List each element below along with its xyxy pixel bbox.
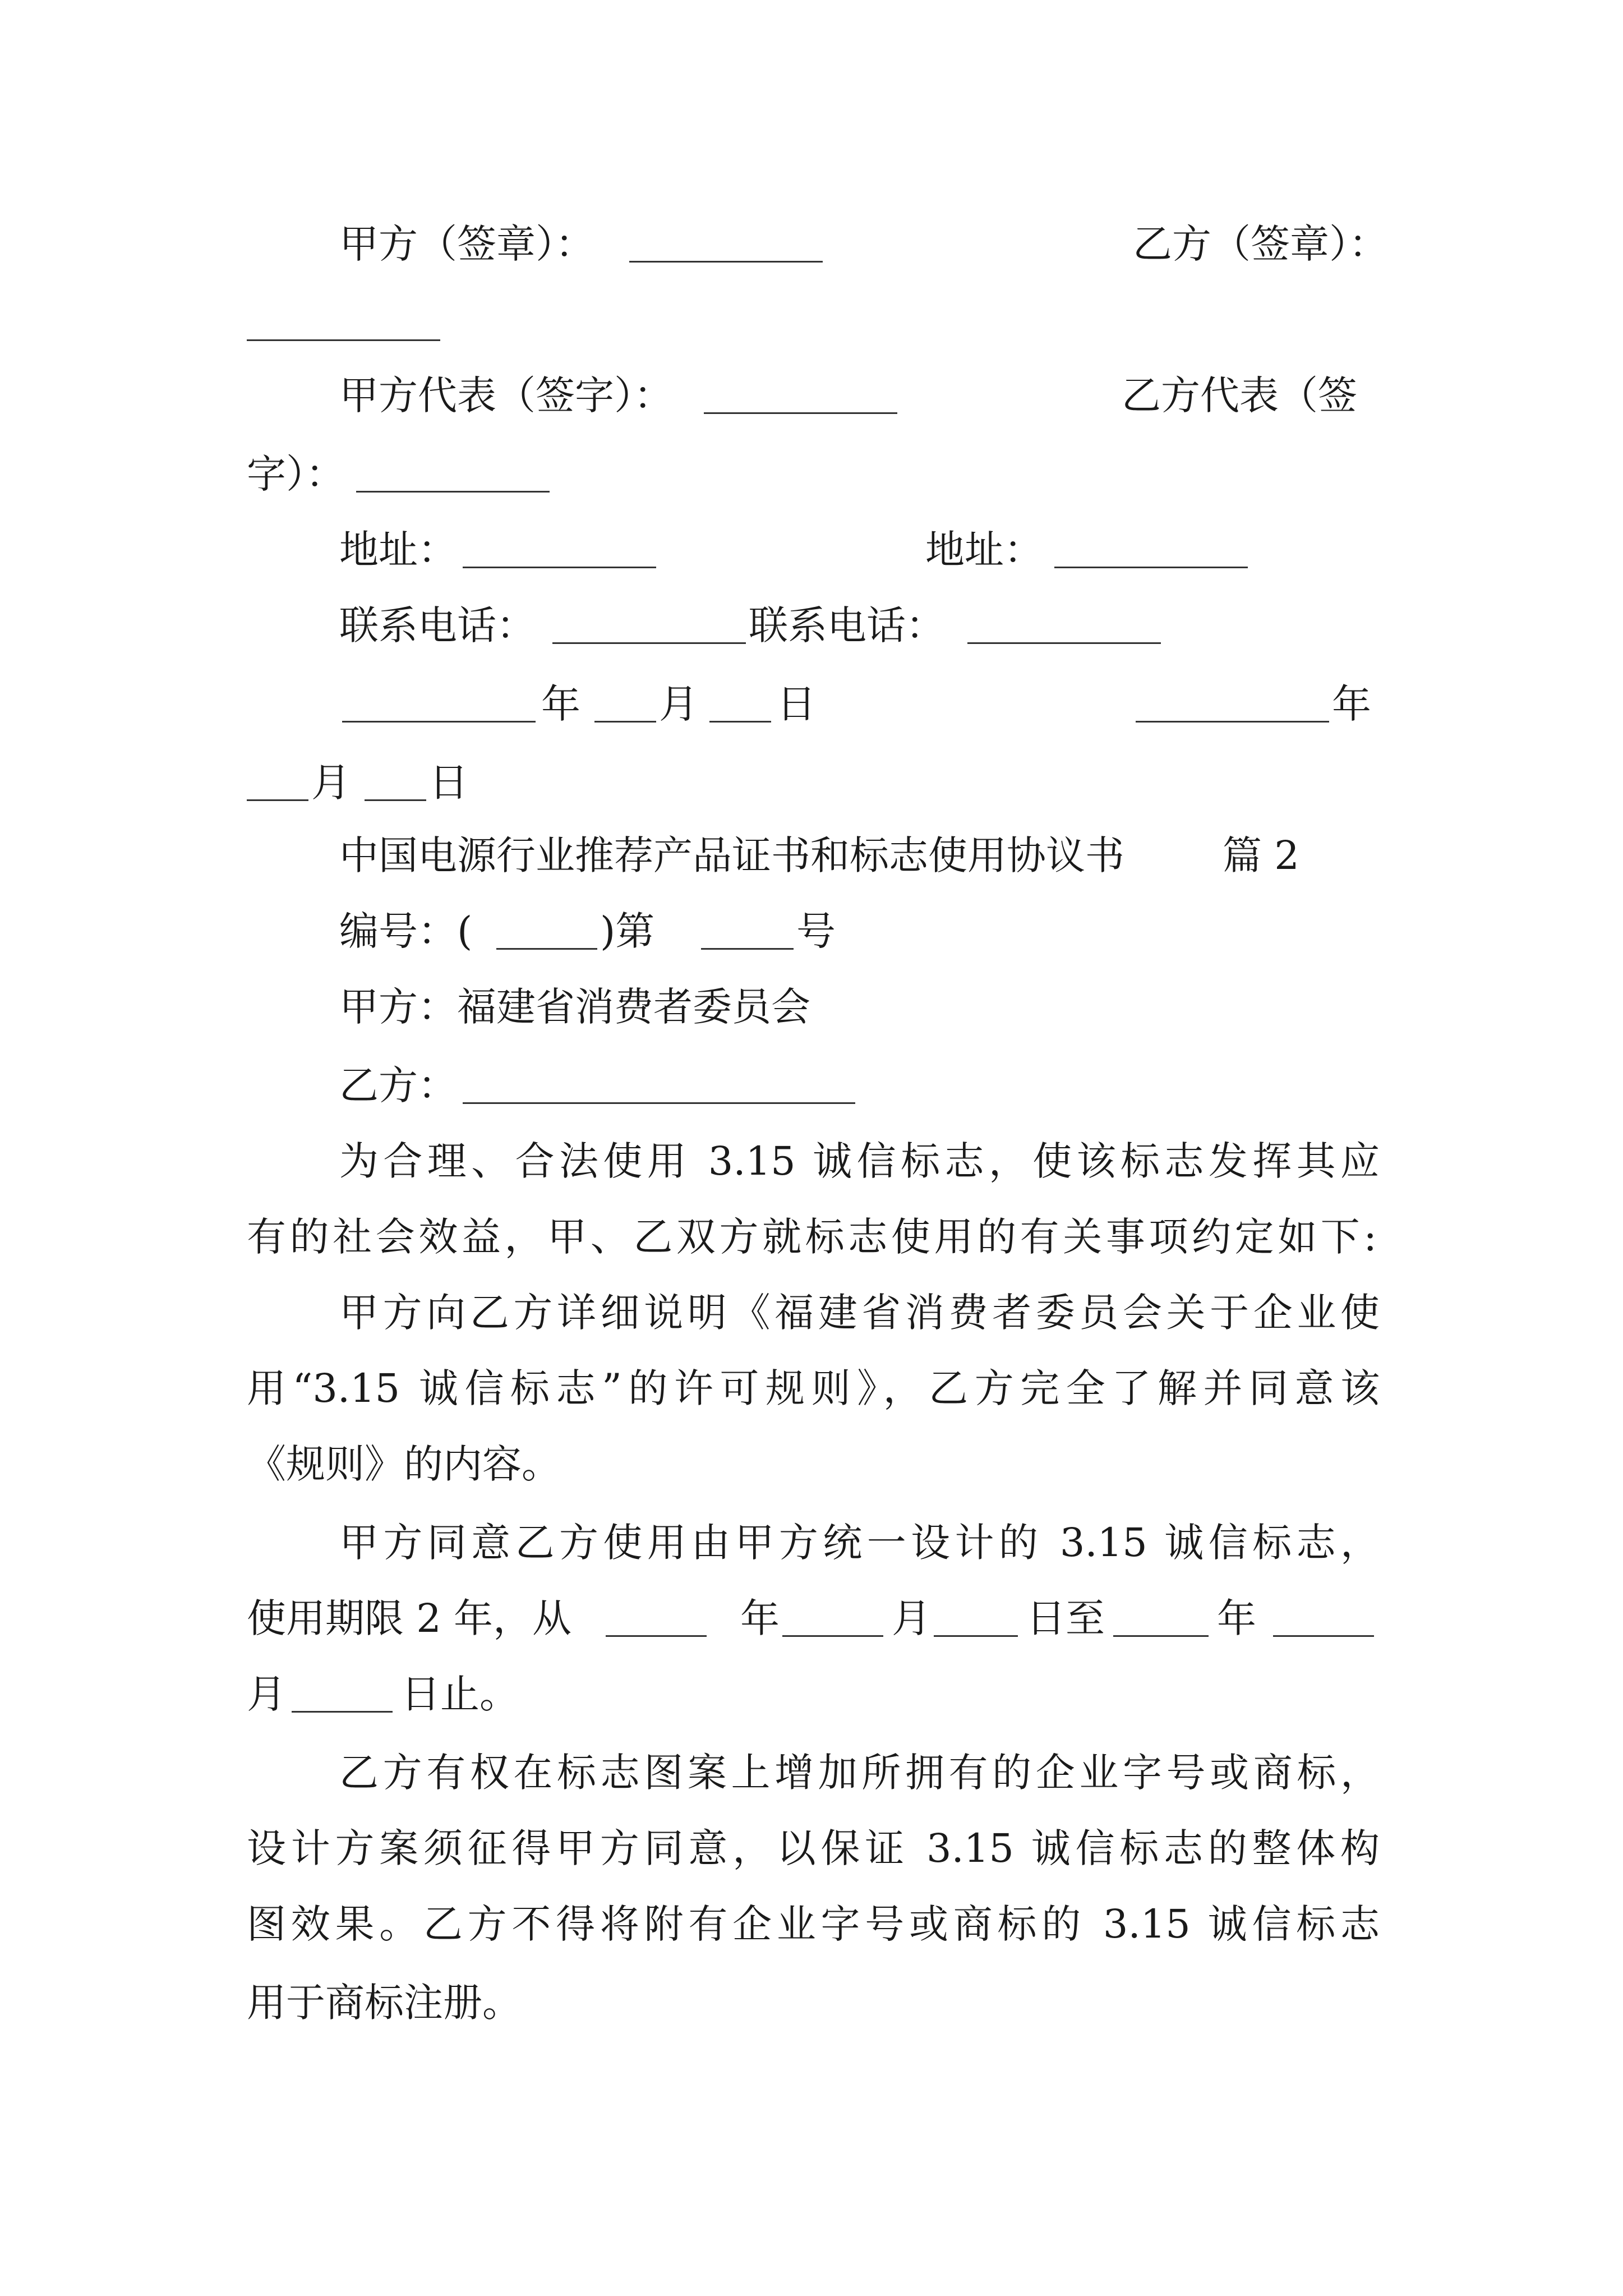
clause1-line-1 <box>0 1273 1623 1352</box>
clause2-day2-blank <box>292 1711 393 1713</box>
party-b-label: 乙方： <box>339 1062 457 1108</box>
clause2-line-3 <box>0 1655 1623 1733</box>
clause1-text-3: 《规则》的内容。 <box>247 1441 561 1487</box>
agreement-title: 中国电源行业推荐产品证书和标志使用协议书 <box>339 832 1124 878</box>
phone-a-label: 联系电话： <box>339 602 536 648</box>
clause1-line-3 <box>0 1425 1623 1503</box>
party-a-seal-blank <box>629 261 823 263</box>
date-b-month: 月 <box>311 760 351 806</box>
clause3-line-4 <box>0 1963 1623 2042</box>
date-a-year: 年 <box>541 681 580 727</box>
party-a-rep-label: 甲方代表（签字）： <box>339 372 673 418</box>
intro-line-2 <box>0 1198 1623 1276</box>
date-a-year-blank <box>342 721 536 723</box>
clause2-month1: 月 <box>892 1595 931 1641</box>
intro-text-2: 有的社会效益，甲、乙双方就标志使用的有关事项约定如下: <box>247 1214 1377 1260</box>
party-b-line <box>0 1046 1623 1125</box>
agreement-title-suffix: 篇 2 <box>1223 832 1299 878</box>
address-line <box>0 510 1623 589</box>
clause1-text-2: 用“3.15 诚信标志”的许可规则》，乙方完全了解并同意该 <box>247 1365 1380 1411</box>
party-b-seal-label: 乙方（签章）： <box>1133 221 1388 267</box>
date-b-year-blank <box>1136 721 1329 723</box>
number-blank <box>701 948 794 950</box>
clause2-year2-blank <box>1113 1635 1209 1637</box>
date-line-continued <box>0 743 1623 822</box>
party-a-line <box>0 968 1623 1046</box>
clause2-period-label: 使用期限 2 年，从 <box>247 1595 572 1641</box>
party-b-rep-label-continued: 字）： <box>247 451 345 497</box>
clause2-day-to: 日至 <box>1026 1595 1105 1641</box>
clause2-line-1 <box>0 1503 1623 1582</box>
party-b-seal-blank <box>247 339 440 341</box>
phone-b-label: 联系电话： <box>749 602 945 648</box>
representative-line <box>0 356 1623 435</box>
clause3-line-2 <box>0 1809 1623 1888</box>
clause3-text-1: 乙方有权在标志图案上增加所拥有的企业字号或商标， <box>339 1750 1380 1796</box>
clause3-line-1 <box>0 1733 1623 1812</box>
clause2-line-2 <box>0 1579 1623 1658</box>
number-prefix-blank <box>496 948 597 950</box>
clause2-month1-blank <box>782 1635 883 1637</box>
party-b-rep-blank <box>356 491 550 493</box>
agreement-title-line <box>0 816 1623 895</box>
address-b-label: 地址： <box>925 527 1043 573</box>
date-a-day: 日 <box>777 681 816 727</box>
phone-a-blank <box>552 642 746 644</box>
date-b-year: 年 <box>1332 681 1371 727</box>
clause2-month2: 月 <box>247 1671 286 1717</box>
phone-b-blank <box>967 642 1161 644</box>
clause2-day1-blank <box>934 1635 1018 1637</box>
address-a-label: 地址： <box>339 527 457 573</box>
party-a-seal-label: 甲方（签章）： <box>339 221 594 267</box>
party-a-rep-blank <box>704 412 897 414</box>
clause2-month2-blank <box>1273 1635 1374 1637</box>
party-b-rep-label: 乙方代表（签 <box>1122 372 1357 418</box>
date-a-month: 月 <box>659 681 698 727</box>
clause2-day-end: 日止。 <box>401 1671 519 1717</box>
agreement-number-line <box>0 892 1623 970</box>
seal-line-continued <box>0 283 1623 362</box>
clause3-text-3: 图效果。乙方不得将附有企业字号或商标的 3.15 诚信标志 <box>247 1901 1380 1947</box>
intro-text-1: 为合理、合法使用 3.15 诚信标志，使该标志发挥其应 <box>339 1138 1380 1184</box>
clause2-year1-blank <box>606 1635 707 1637</box>
date-line <box>0 665 1623 743</box>
date-a-day-blank <box>709 721 771 723</box>
clause3-line-3 <box>0 1885 1623 1963</box>
address-b-blank <box>1054 567 1248 568</box>
clause3-text-2: 设计方案须征得甲方同意，以保证 3.15 诚信标志的整体构 <box>247 1825 1380 1871</box>
clause2-year1: 年 <box>740 1595 780 1641</box>
date-b-day: 日 <box>429 760 468 806</box>
clause2-text-1: 甲方同意乙方使用由甲方统一设计的 3.15 诚信标志， <box>339 1520 1380 1566</box>
intro-line-1 <box>0 1122 1623 1200</box>
phone-line <box>0 586 1623 665</box>
date-b-month-blank <box>247 799 308 801</box>
number-label: 编号：( <box>339 908 473 954</box>
seal-line <box>0 205 1623 283</box>
clause3-text-4: 用于商标注册。 <box>247 1980 522 2026</box>
date-a-month-blank <box>594 721 656 723</box>
clause1-line-2 <box>0 1349 1623 1428</box>
party-b-blank <box>463 1102 855 1104</box>
address-a-blank <box>463 567 656 568</box>
representative-line-continued <box>0 435 1623 513</box>
number-end: 号 <box>796 908 836 954</box>
date-b-day-blank <box>365 799 426 801</box>
number-mid: )第 <box>600 908 655 954</box>
clause2-year2: 年 <box>1217 1595 1256 1641</box>
party-a-name: 甲方：福建省消费者委员会 <box>339 984 810 1030</box>
clause1-text-1: 甲方向乙方详细说明《福建省消费者委员会关于企业使 <box>339 1290 1380 1336</box>
